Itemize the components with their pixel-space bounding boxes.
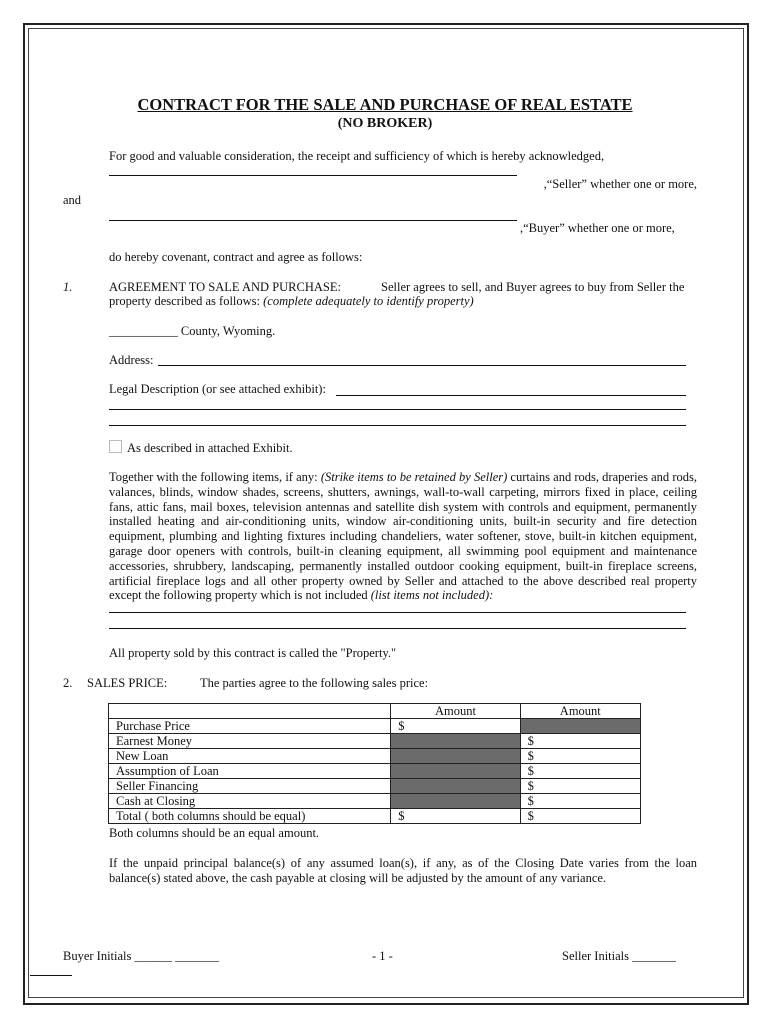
- shaded-cell: [391, 794, 520, 809]
- legal-description-label: Legal Description (or see attached exhibit):: [109, 382, 326, 396]
- and-label: and: [63, 193, 82, 207]
- all-property-text: All property sold by this contract is called the "Property.": [109, 646, 397, 660]
- shaded-cell: [391, 734, 520, 749]
- page-number: - 1 -: [372, 949, 393, 963]
- buyer-label: ,“Buyer” whether one or more,: [520, 221, 675, 235]
- section-2-text: The parties agree to the following sales price:: [200, 676, 429, 690]
- new-loan-amount[interactable]: $: [520, 749, 640, 764]
- included-items-intro: Together with the following items, if any:: [109, 470, 321, 484]
- cash-at-closing-amount[interactable]: $: [520, 794, 640, 809]
- intro-text: For good and valuable consideration, the receipt and sufficiency of which is hereby acknowledged,: [109, 149, 605, 163]
- section-2-heading: SALES PRICE:: [87, 676, 168, 690]
- seller-name-field[interactable]: [109, 175, 517, 176]
- included-items-paragraph: [109, 470, 697, 603]
- total-amount-1[interactable]: $: [391, 809, 520, 824]
- both-columns-note: Both columns should be an equal amount.: [109, 826, 320, 840]
- shaded-cell: [391, 764, 520, 779]
- total-amount-2[interactable]: $: [520, 809, 640, 824]
- section-1-heading: AGREEMENT TO SALE AND PURCHASE:: [109, 280, 341, 294]
- section-1-text: Seller agrees to sell, and Buyer agrees to buy from Seller the: [381, 280, 685, 294]
- table-row: [109, 809, 641, 824]
- row-label: Earnest Money: [109, 734, 391, 749]
- section-2-number: 2.: [63, 676, 73, 690]
- seller-initials[interactable]: Seller Initials _______: [562, 949, 676, 963]
- legal-description-line-2[interactable]: [109, 409, 686, 410]
- included-items-hint: (Strike items to be retained by Seller): [320, 470, 508, 484]
- section-1-text-2: [109, 294, 474, 309]
- shaded-cell: [391, 779, 520, 794]
- purchase-price-amount[interactable]: $: [391, 719, 520, 734]
- address-field[interactable]: [158, 365, 686, 366]
- row-label: New Loan: [109, 749, 391, 764]
- buyer-name-field[interactable]: [109, 220, 517, 221]
- property-desc-text: property described as follows:: [109, 294, 264, 308]
- document-subtitle: (NO BROKER): [337, 116, 433, 131]
- row-label: Assumption of Loan: [109, 764, 391, 779]
- table-row: [109, 719, 641, 734]
- included-items-list: curtains and rods, draperies and rods, valances, blinds, window shades, screens, shutters, awnings, wall-to-wall carpeting, mirrors fixed in place, ceiling fans, attic fans, mail boxes, television antennas and satellite dish system with controls and equipment, permanently installed heating and air-conditioning units, window air-conditioning units, built-in security and fire detection equipment, plumbing and lighting fixtures including chandeliers, water softener, stove, built-in kitchen equipment, garage door openers with controls, built-in cleaning equipment, all swimming pool equipment and maintenance accessories, shrubbery, landscaping, permanently installed outdoor cooking equipment, built-in fireplace screens, artificial fireplace logs and all other property owned by Seller and attached to the above described real property except the following property which is not included: [109, 470, 697, 603]
- legal-description-line-3[interactable]: [109, 425, 686, 426]
- buyer-initials[interactable]: Buyer Initials ______ _______: [63, 949, 219, 963]
- table-header-blank: [109, 704, 391, 719]
- row-label: Purchase Price: [109, 719, 391, 734]
- exhibit-label: As described in attached Exhibit.: [127, 441, 293, 455]
- covenant-text: do hereby covenant, contract and agree as follows:: [109, 250, 363, 264]
- row-label: Cash at Closing: [109, 794, 391, 809]
- table-header-row: [109, 704, 641, 719]
- seller-financing-amount[interactable]: $: [520, 779, 640, 794]
- address-label: Address:: [109, 353, 154, 367]
- footer-rule: [30, 975, 72, 976]
- document-title: CONTRACT FOR THE SALE AND PURCHASE OF REAL ESTATE: [137, 95, 633, 114]
- table-row: [109, 794, 641, 809]
- row-label: Total ( both columns should be equal): [109, 809, 391, 824]
- shaded-cell: [391, 749, 520, 764]
- section-1-number: 1.: [63, 280, 73, 294]
- property-desc-hint: (complete adequately to identify property): [263, 294, 474, 308]
- excluded-items-line-1[interactable]: [109, 612, 686, 613]
- unpaid-balance-paragraph: If the unpaid principal balance(s) of any assumed loan(s), if any, as of the Closing Date varies from the loan balance(s) stated above, the cash payable at closing will be adjusted by the amount of any variance.: [109, 856, 697, 885]
- table-header-amount-1: Amount: [391, 704, 520, 719]
- earnest-money-amount[interactable]: $: [520, 734, 640, 749]
- legal-description-field[interactable]: [336, 395, 686, 396]
- table-row: [109, 734, 641, 749]
- assumption-of-loan-amount[interactable]: $: [520, 764, 640, 779]
- table-row: [109, 764, 641, 779]
- county-field[interactable]: ___________ County, Wyoming.: [109, 324, 276, 338]
- table-row: [109, 779, 641, 794]
- seller-label: ,“Seller” whether one or more,: [543, 177, 697, 191]
- excluded-items-hint: (list items not included):: [370, 588, 494, 603]
- shaded-cell: [520, 719, 640, 734]
- table-row: [109, 749, 641, 764]
- excluded-items-line-2[interactable]: [109, 628, 686, 629]
- table-header-amount-2: Amount: [520, 704, 640, 719]
- sales-price-table: [108, 703, 641, 824]
- row-label: Seller Financing: [109, 779, 391, 794]
- exhibit-checkbox[interactable]: [109, 440, 122, 453]
